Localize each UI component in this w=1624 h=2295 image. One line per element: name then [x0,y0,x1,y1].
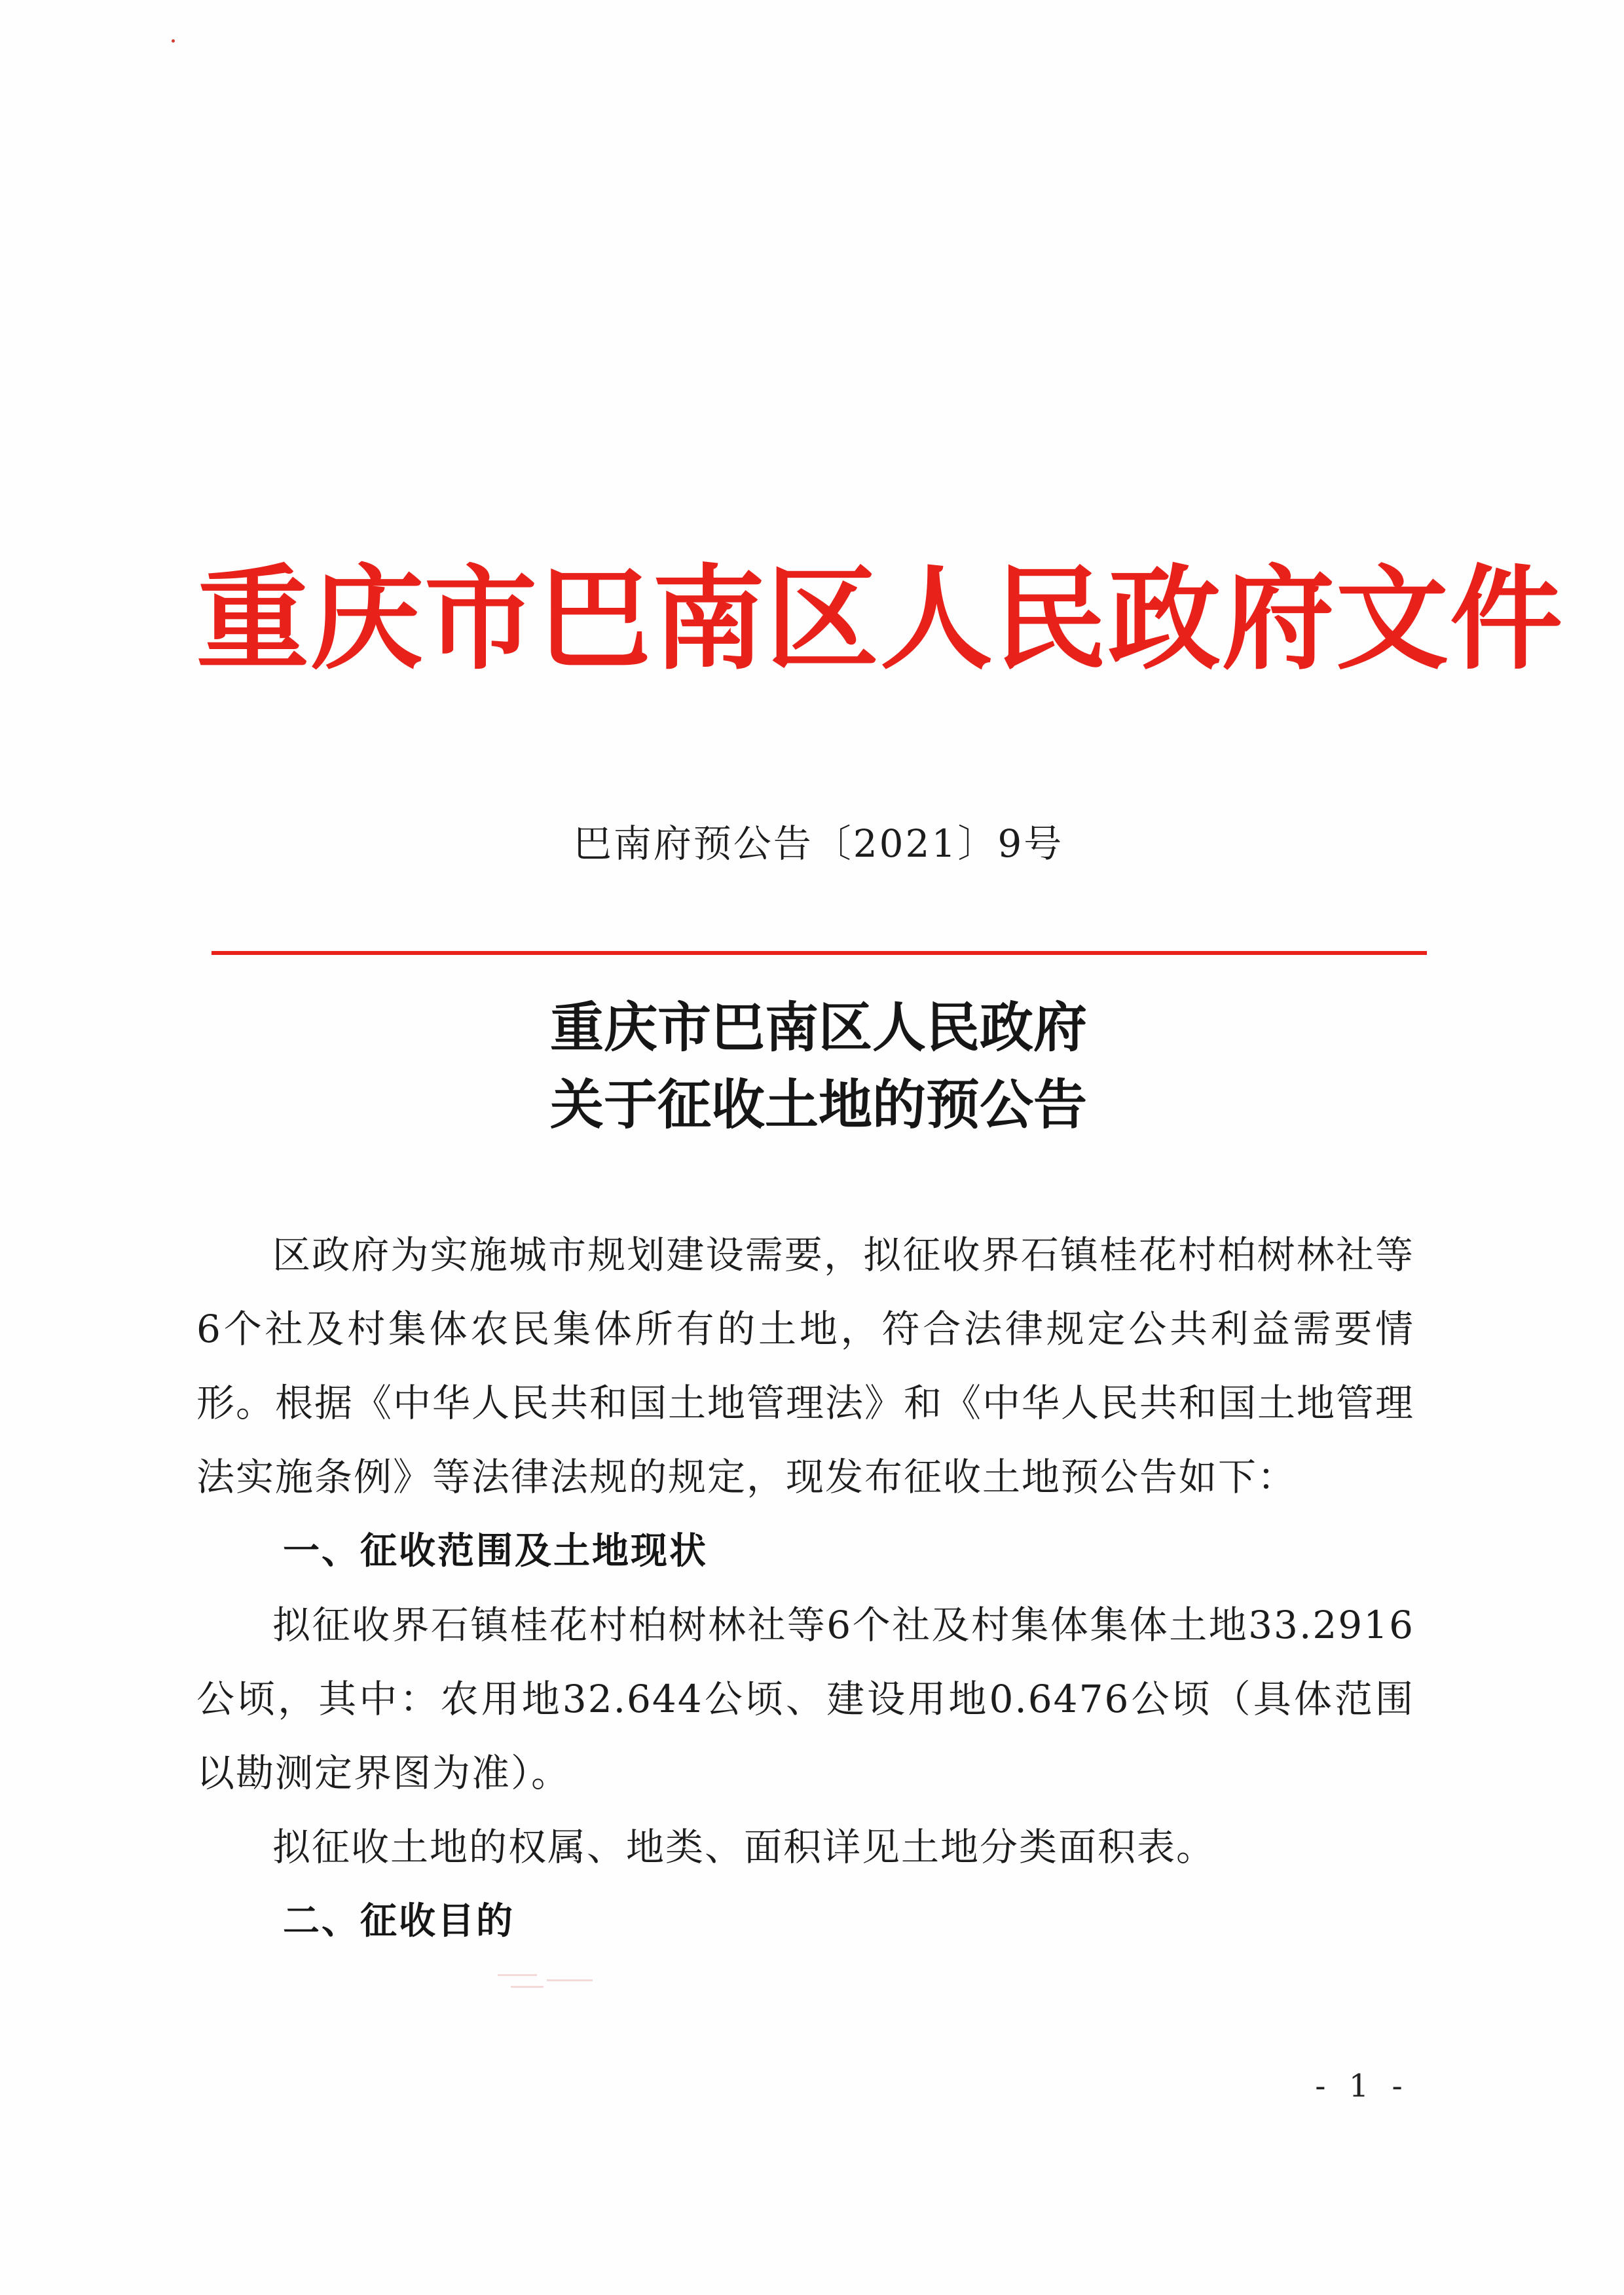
title-line-2: 关于征收土地的预公告 [549,1073,1087,1136]
intro-paragraph: 区政府为实施城市规划建设需要，拟征收界石镇桂花村柏树林社等6个社及村集体农民集体所有的土地，符合法律规定公共利益需要情形。根据《中华人民共和国土地管理法》和《中华人民共和国土地管理法实施条例》等法律法规的规定，现发布征收土地预公告如下： [196,1233,1415,1499]
document-body [196,1218,1414,1958]
document-title [196,989,1441,1144]
title-line-1: 重庆市巴南区人民政府 [549,996,1087,1059]
page-number: - 1 - [1315,2068,1409,2104]
section-1-heading: 一、征收范围及土地现状 [283,1530,708,1573]
section-2-heading: 二、征收目的 [283,1900,515,1943]
section-1-paragraph-2: 拟征收土地的权属、地类、面积详见土地分类面积表。 [272,1825,1216,1869]
red-separator-line [212,951,1427,955]
document-number: 巴南府预公告〔2021〕9号 [573,821,1064,866]
faint-seal-bleed [498,1971,609,1990]
scan-speck [172,39,175,43]
section-1-paragraph-1: 拟征收界石镇桂花村柏树林社等6个社及村集体集体土地33.2916公顷，其中：农用地32.644公顷、建设用地0.6476公顷（具体范围以勘测定界图为准）。 [196,1603,1414,1795]
issuer-header: 重庆市巴南区人民政府文件 [196,552,1564,685]
